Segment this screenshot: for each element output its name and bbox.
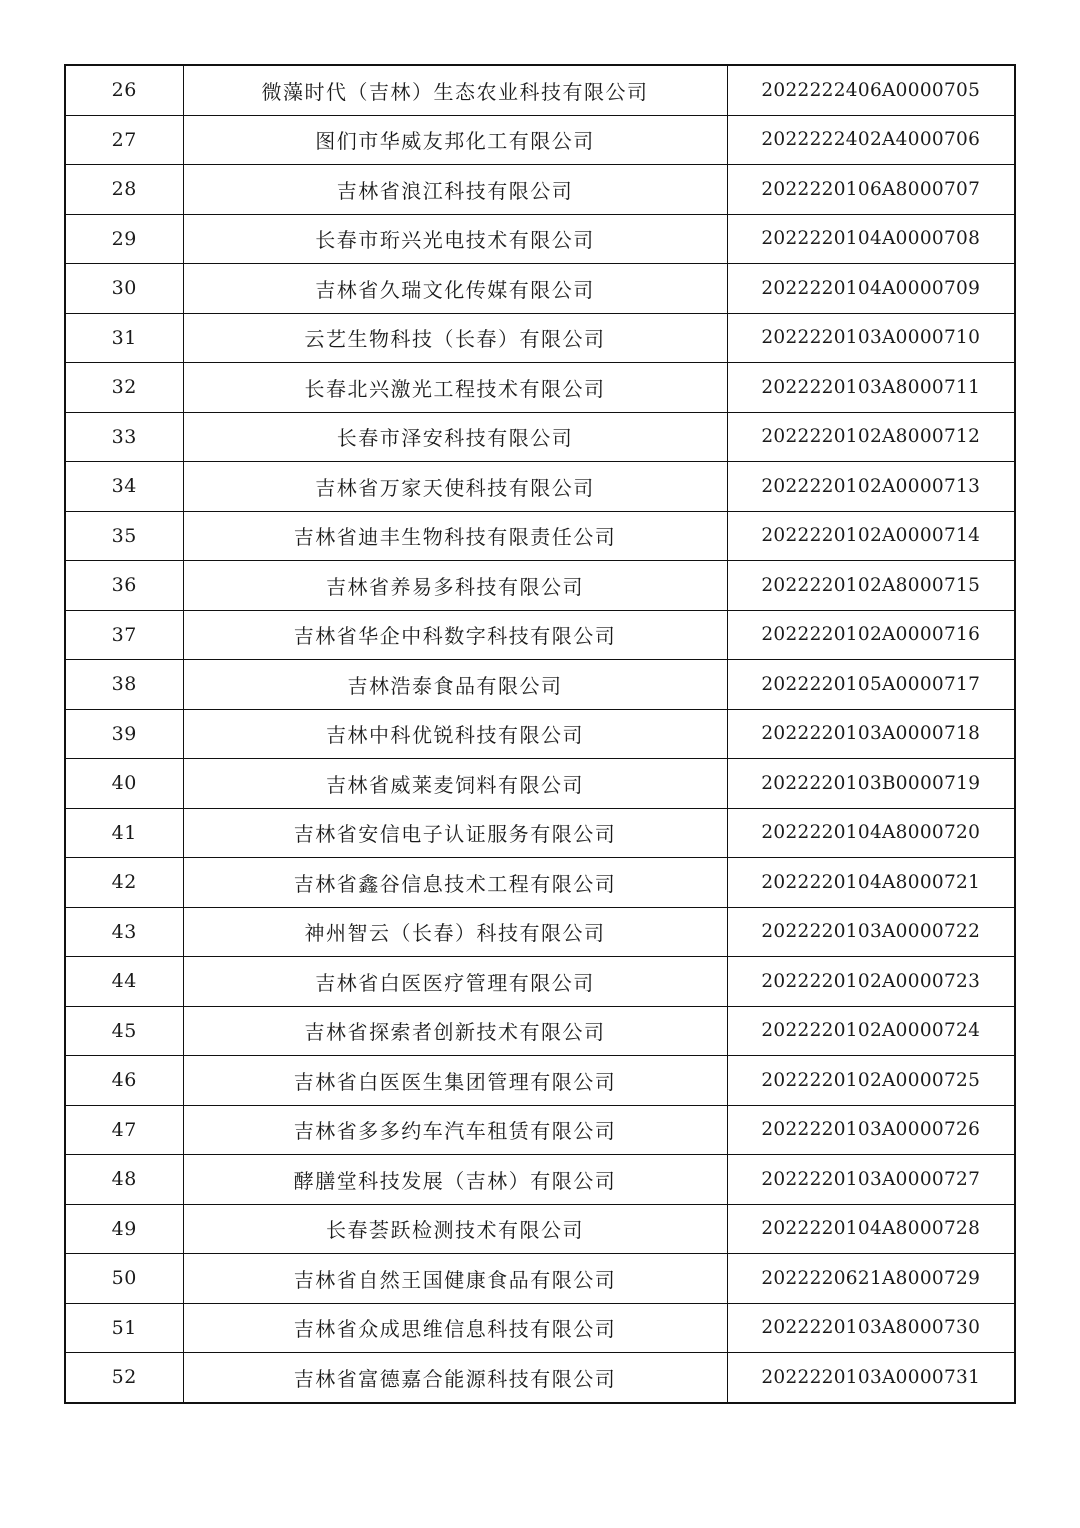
table-row [65,264,1015,314]
row-number: 37 [65,610,183,660]
company-name: 微藻时代（吉林）生态农业科技有限公司 [183,65,727,115]
row-number: 39 [65,709,183,759]
company-name: 吉林浩泰食品有限公司 [183,660,727,710]
company-name: 吉林省威莱麦饲料有限公司 [183,759,727,809]
company-name: 长春荟跃检测技术有限公司 [183,1204,727,1254]
row-number: 48 [65,1155,183,1205]
table-row [65,858,1015,908]
table-row [65,1105,1015,1155]
registration-code: 2022220102A0000724 [727,1006,1015,1056]
registration-code: 2022220106A8000707 [727,165,1015,215]
registration-code: 2022220102A0000716 [727,610,1015,660]
registration-code: 2022220104A8000728 [727,1204,1015,1254]
table-body [65,65,1015,1403]
registration-code: 2022222402A4000706 [727,115,1015,165]
company-name: 吉林省白医医生集团管理有限公司 [183,1056,727,1106]
table-row [65,1204,1015,1254]
row-number: 38 [65,660,183,710]
row-number: 29 [65,214,183,264]
table-row [65,1006,1015,1056]
company-name: 云艺生物科技（长春）有限公司 [183,313,727,363]
company-name: 吉林省浪江科技有限公司 [183,165,727,215]
registration-code: 2022220105A0000717 [727,660,1015,710]
registration-code: 2022220104A0000709 [727,264,1015,314]
table-row [65,462,1015,512]
table-row [65,957,1015,1007]
registration-code: 2022220103A0000731 [727,1353,1015,1403]
company-name: 酵膳堂科技发展（吉林）有限公司 [183,1155,727,1205]
registration-code: 2022220103A0000722 [727,907,1015,957]
company-name: 图们市华威友邦化工有限公司 [183,115,727,165]
row-number: 26 [65,65,183,115]
company-name: 吉林省富德嘉合能源科技有限公司 [183,1353,727,1403]
table-row [65,660,1015,710]
registration-code: 2022220102A8000715 [727,561,1015,611]
registration-code: 2022220103A8000711 [727,363,1015,413]
registration-code: 2022220102A0000714 [727,511,1015,561]
company-name: 神州智云（长春）科技有限公司 [183,907,727,957]
row-number: 40 [65,759,183,809]
company-name: 吉林省自然王国健康食品有限公司 [183,1254,727,1304]
row-number: 45 [65,1006,183,1056]
company-name: 吉林省鑫谷信息技术工程有限公司 [183,858,727,908]
table-row [65,759,1015,809]
company-name: 长春北兴激光工程技术有限公司 [183,363,727,413]
company-list-table [64,64,1016,1404]
company-name: 长春市珩兴光电技术有限公司 [183,214,727,264]
company-name: 吉林省华企中科数字科技有限公司 [183,610,727,660]
table-row [65,214,1015,264]
row-number: 41 [65,808,183,858]
registration-code: 2022220103A8000730 [727,1303,1015,1353]
company-name: 吉林省多多约车汽车租赁有限公司 [183,1105,727,1155]
table-row [65,709,1015,759]
table-row [65,511,1015,561]
table-row [65,115,1015,165]
table-row [65,907,1015,957]
table-row [65,1254,1015,1304]
table-row [65,610,1015,660]
table-row [65,1303,1015,1353]
company-name: 吉林省万家天使科技有限公司 [183,462,727,512]
registration-code: 2022220102A0000713 [727,462,1015,512]
row-number: 27 [65,115,183,165]
registration-code: 2022220103A0000710 [727,313,1015,363]
row-number: 42 [65,858,183,908]
table-row [65,313,1015,363]
registration-code: 2022220102A0000725 [727,1056,1015,1106]
company-name: 吉林中科优锐科技有限公司 [183,709,727,759]
registration-code: 2022220103A0000727 [727,1155,1015,1205]
row-number: 43 [65,907,183,957]
row-number: 28 [65,165,183,215]
row-number: 34 [65,462,183,512]
row-number: 51 [65,1303,183,1353]
row-number: 47 [65,1105,183,1155]
row-number: 44 [65,957,183,1007]
table-row [65,1353,1015,1403]
row-number: 50 [65,1254,183,1304]
row-number: 49 [65,1204,183,1254]
company-list-table-container [64,64,1014,1404]
registration-code: 2022220104A8000721 [727,858,1015,908]
table-row [65,1056,1015,1106]
table-row [65,165,1015,215]
registration-code: 2022220104A0000708 [727,214,1015,264]
table-row [65,808,1015,858]
company-name: 吉林省久瑞文化传媒有限公司 [183,264,727,314]
company-name: 吉林省迪丰生物科技有限责任公司 [183,511,727,561]
row-number: 46 [65,1056,183,1106]
company-name: 吉林省养易多科技有限公司 [183,561,727,611]
row-number: 36 [65,561,183,611]
row-number: 35 [65,511,183,561]
row-number: 31 [65,313,183,363]
row-number: 52 [65,1353,183,1403]
row-number: 30 [65,264,183,314]
table-row [65,65,1015,115]
registration-code: 2022220103A0000718 [727,709,1015,759]
registration-code: 2022220102A0000723 [727,957,1015,1007]
registration-code: 2022220103A0000726 [727,1105,1015,1155]
registration-code: 2022220104A8000720 [727,808,1015,858]
table-row [65,1155,1015,1205]
row-number: 32 [65,363,183,413]
row-number: 33 [65,412,183,462]
registration-code: 2022222406A0000705 [727,65,1015,115]
company-name: 吉林省探索者创新技术有限公司 [183,1006,727,1056]
company-name: 吉林省白医医疗管理有限公司 [183,957,727,1007]
table-row [65,561,1015,611]
table-row [65,363,1015,413]
company-name: 长春市泽安科技有限公司 [183,412,727,462]
company-name: 吉林省安信电子认证服务有限公司 [183,808,727,858]
registration-code: 2022220103B0000719 [727,759,1015,809]
table-row [65,412,1015,462]
registration-code: 2022220102A8000712 [727,412,1015,462]
company-name: 吉林省众成思维信息科技有限公司 [183,1303,727,1353]
registration-code: 2022220621A8000729 [727,1254,1015,1304]
